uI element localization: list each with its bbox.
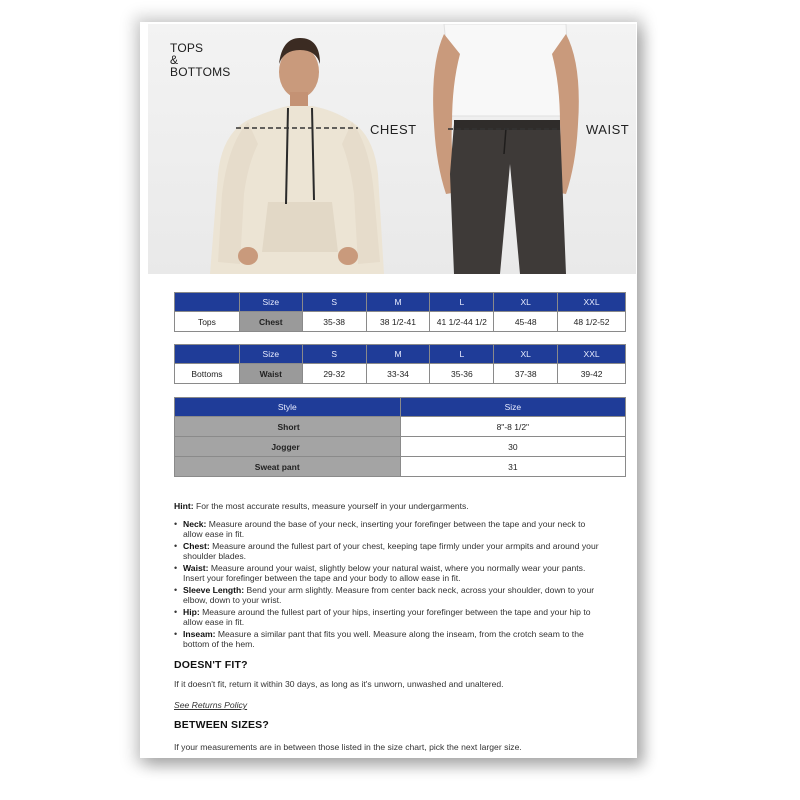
list-item [174, 541, 606, 561]
size-guide-sheet [140, 22, 637, 758]
style-name: Jogger [175, 437, 401, 457]
table-cell: 33-34 [366, 364, 430, 384]
between-sizes-heading: BETWEEN SIZES? [174, 719, 269, 731]
style-name: Sweat pant [175, 457, 401, 477]
hint-label: Hint: [174, 501, 194, 511]
between-sizes-text: If your measurements are in between those listed in the size chart, pick the next larger size. [174, 742, 522, 752]
bullet-text: Measure around the fullest part of your chest, keeping tape firmly under your armpits and around your shoulder blades. [183, 541, 599, 561]
hint-text [174, 501, 606, 511]
style-size: 8"-8 1/2" [400, 417, 625, 437]
row-label: Tops [175, 312, 240, 332]
bullet-label: Hip: [183, 607, 200, 617]
chest-label: CHEST [370, 122, 417, 137]
table-row [175, 437, 626, 457]
bullet-label: Chest: [183, 541, 210, 551]
bottoms-size-table [174, 344, 626, 384]
header-cell: XXL [558, 293, 626, 312]
style-name: Short [175, 417, 401, 437]
bullet-text: Measure around the base of your neck, inserting your forefinger between the tape and your neck to allow ease in fit. [183, 519, 586, 539]
table-row [175, 312, 626, 332]
list-item [174, 585, 606, 605]
list-item [174, 519, 606, 539]
list-item [174, 629, 606, 649]
header-cell: L [430, 293, 494, 312]
table-cell: 38 1/2-41 [366, 312, 430, 332]
style-size: 31 [400, 457, 625, 477]
table-cell: 35-38 [302, 312, 366, 332]
table-cell: 45-48 [494, 312, 558, 332]
bullet-text: Measure around your waist, slightly below your natural waist, where you normally wear your pants. Insert your forefinger between the tape and your body to allow ease in fit. [183, 563, 586, 583]
bullet-text: Bend your arm slightly. Measure from center back neck, across your shoulder, down to your elbow, down to your wrist. [183, 585, 595, 605]
tops-size-table [174, 292, 626, 332]
model-photo [148, 24, 636, 274]
header-cell: Size [400, 398, 625, 417]
header-cell: M [366, 293, 430, 312]
header-cell: XL [494, 345, 558, 364]
hint-body: For the most accurate results, measure yourself in your undergarments. [193, 501, 469, 511]
table-cell: 48 1/2-52 [558, 312, 626, 332]
measure-label: Chest [239, 312, 302, 332]
photo-title [170, 42, 231, 78]
table-header-row [175, 398, 626, 417]
header-cell: S [302, 345, 366, 364]
title-line-ampersand: & [170, 53, 179, 67]
measurement-instructions [174, 519, 606, 651]
waist-label: WAIST [586, 122, 630, 137]
header-cell: Size [239, 345, 302, 364]
header-cell [175, 345, 240, 364]
hoodie-model [210, 38, 384, 274]
title-line-bottoms: BOTTOMS [170, 65, 231, 79]
header-cell [175, 293, 240, 312]
doesnt-fit-heading: DOESN'T FIT? [174, 659, 248, 671]
list-item [174, 607, 606, 627]
table-row [175, 364, 626, 384]
bullet-label: Sleeve Length: [183, 585, 245, 595]
doesnt-fit-text: If it doesn't fit, return it within 30 days, as long as it's unworn, unwashed and unaltered. [174, 679, 504, 689]
style-size: 30 [400, 437, 625, 457]
header-cell: S [302, 293, 366, 312]
header-cell: XL [494, 293, 558, 312]
header-cell: Size [239, 293, 302, 312]
table-cell: 41 1/2-44 1/2 [430, 312, 494, 332]
returns-policy-link[interactable]: See Returns Policy [174, 700, 248, 710]
bullet-label: Inseam: [183, 629, 216, 639]
table-cell: 37-38 [494, 364, 558, 384]
table-row [175, 457, 626, 477]
header-cell: L [430, 345, 494, 364]
header-cell: Style [175, 398, 401, 417]
header-cell: XXL [558, 345, 626, 364]
table-row [175, 417, 626, 437]
table-cell: 35-36 [430, 364, 494, 384]
bullet-label: Waist: [183, 563, 209, 573]
row-label: Bottoms [175, 364, 240, 384]
title-line-tops: TOPS [170, 41, 204, 55]
bullet-text: Measure a similar pant that fits you well. Measure along the inseam, from the crotch seam to the bottom of the hem. [183, 629, 584, 649]
measure-label: Waist [239, 364, 302, 384]
table-cell: 39-42 [558, 364, 626, 384]
jogger-model [433, 24, 579, 274]
list-item [174, 563, 606, 583]
header-cell: M [366, 345, 430, 364]
table-cell: 29-32 [302, 364, 366, 384]
bullet-text: Measure around the fullest part of your hips, inserting your forefinger between the tape and your hip to allow ease in fit. [183, 607, 591, 627]
bullet-label: Neck: [183, 519, 207, 529]
style-size-table [174, 397, 626, 477]
table-header-row [175, 345, 626, 364]
table-header-row [175, 293, 626, 312]
